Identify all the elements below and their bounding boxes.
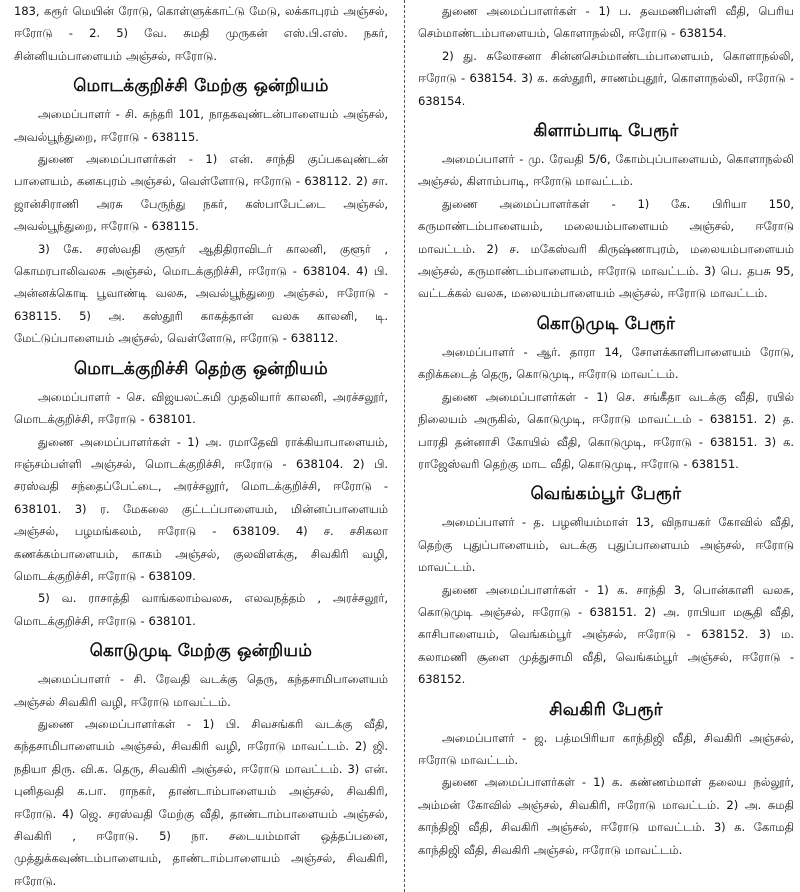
- deputy-organizers-paragraph: துணை அமைப்பாளர்கள் - 1) கே. பிரியா 150, கருமாண்டம்பாளையம், மலையம்பாளையம் அஞ்சல், ஈரோடு மாவட்டம். 2) ச. மகேஸ்வரி கிருஷ்ணாபுரம், மலையம்பாளையம் அஞ்சல், கருமாண்டம்பாளையம், ஈரோடு மாவட்டம். 3) பெ. தபசு 95, வட்டக்கல் வலசு, மலையம்பாளையம் அஞ்சல், ஈரோடு மாவட்டம்.: [418, 196, 794, 301]
- section-heading-modakkurichi-west: மொடக்குறிச்சி மேற்கு ஒன்றியம்: [73, 76, 329, 97]
- deputy-organizers-paragraph: 3) கே. சரஸ்வதி குளூர் ஆதிதிராவிடர் காலனி, குளூர் , கொமரபாலிவலசு அஞ்சல், மொடக்குறிச்சி, ஈரோடு - 638104. 4) பி. அன்னக்கொடி பூவாண்டி வலசு, அவல்பூந்துறை அஞ்சல், ஈரோடு - 638115. 5) அ. கஸ்தூரி காகத்தான் வலசு காலனி, டி. மேட்டுப்பாளையம் அஞ்சல், வெள்ளோடு, ஈரோடு - 638112.: [14, 241, 388, 346]
- deputy-organizers-paragraph: துணை அமைப்பாளர்கள் - 1) பி. சிவசங்கரி வடக்கு வீதி, கந்தசாமிபாளையம் அஞ்சல், சிவகிரி வழி, ஈரோடு மாவட்டம். 2) ஜி. நதியா திரு. வி.க. தெரு, சிவகிரி அஞ்சல், ஈரோடு மாவட்டம். 3) என். புனிதவதி க.பா. ராநகர், தாண்டாம்பாளையம் அஞ்சல், சிவகிரி, ஈரோடு. 4) ஜெ. சரஸ்வதி மேற்கு வீதி, தாண்டாம்பாளையம் அஞ்சல், சிவகிரி , ஈரோடு. 5) நா. சடையம்மாள் ஒத்தப்பனை, முத்துக்கவுண்டம்பாளையம், தாண்டாம்பாளையம் அஞ்சல், சிவகிரி, ஈரோடு.: [14, 716, 388, 888]
- deputy-organizers-paragraph: துணை அமைப்பாளர்கள் - 1) செ. சங்கீதா வடக்கு வீதி, ரயில் நிலையம் அருகில், கொடுமுடி, ஈரோடு மாவட்டம் - 638151. 2) த. பாரதி தன்னாசி கோயில் வீதி, கொடுமுடி, ஈரோடு - 638151. 3) க. ராஜேஸ்வரி தெற்கு மாட வீதி, கொடுமுடி, ஈரோடு - 638151.: [418, 389, 794, 471]
- column-divider: [404, 0, 405, 892]
- organizer-paragraph: அமைப்பாளர் - ஆர். தாரா 14, சோளக்காளிபாளையம் ரோடு, கறிக்கடைத் தெரு, கொடுமுடி, ஈரோடு மாவட்டம்.: [418, 344, 794, 382]
- deputy-organizers-paragraph: துணை அமைப்பாளர்கள் - 1) க. சாந்தி 3, பொன்காளி வலசு, கொடுமுடி அஞ்சல், ஈரோடு - 638151. 2) அ. ராபியா மசூதி வீதி, காசிபாளையம், வெங்கம்பூர் அஞ்சல், ஈரோடு - 638152. 3) ம. கலாமணி சூளை முத்துசாமி வீதி, வெங்கம்பூர் அஞ்சல், ஈரோடு - 638152.: [418, 582, 794, 687]
- section-heading-modakkurichi-south: மொடக்குறிச்சி தெற்கு ஒன்றியம்: [74, 358, 328, 379]
- left-intro-paragraph: 183, கரூர் மெயின் ரோடு, கொள்ளுக்காட்டு மேடு, லக்காபுரம் அஞ்சல், ஈரோடு - 2. 5) வே. சுமதி முருகன் எஸ்.பி.எஸ். நகர், சின்னியம்பாளையம் அஞ்சல், ஈரோடு.: [14, 4, 388, 63]
- organizer-paragraph: அமைப்பாளர் - சி. சுந்தரி 101, நாதகவுண்டன்பாளையம் அஞ்சல், அவல்பூந்துறை, ஈரோடு - 638115.: [14, 107, 388, 144]
- deputy-organizers-paragraph: துணை அமைப்பாளர்கள் - 1) என். சாந்தி குப்பகவுண்டன் பாளையம், கனகபுரம் அஞ்சல், வெள்ளோடு, ஈரோடு - 638112. 2) சா. ஜான்சிராணி அரசு பேருந்து நகர், கஸ்பாபேட்டை அஞ்சல், அவல்பூந்துறை, ஈரோடு - 638115.: [14, 152, 388, 234]
- organizer-paragraph: அமைப்பாளர் - செ. விஜயலட்சுமி முதலியார் காலனி, அரச்சலூர், மொடக்குறிச்சி, ஈரோடு - 638101.: [14, 389, 388, 427]
- organizer-paragraph: அமைப்பாளர் - மு. ரேவதி 5/6, கோம்புப்பாளையம், கொளாநல்லி அஞ்சல், கிளாம்பாடி, ஈரோடு மாவட்டம்.: [418, 152, 794, 189]
- deputy-organizers-paragraph: துணை அமைப்பாளர்கள் - 1) அ. ரமாதேவி ராக்கியாபாளையம், ஈஞ்சம்பள்ளி அஞ்சல், மொடக்குறிச்சி, ஈரோடு - 638104. 2) பி. சரஸ்வதி சந்தைப்பேட்டை, அரச்சலூர், மொடக்குறிச்சி, ஈரோடு - 638101. 3) ர. மேகலை குட்டப்பாளையம், மின்னப்பாளையம் அஞ்சல், பழமங்கலம், ஈரோடு - 638109. 4) ச. சசிகலா கணக்கம்பாளையம், காகம் அஞ்சல், குலவிளக்கு, சிவகிரி வழி, மொடக்குறிச்சி, ஈரோடு - 638109.: [14, 434, 388, 583]
- section-heading-kilambadi: கிளாம்பாடி பேரூர்: [533, 121, 679, 142]
- section-heading-vengambur: வெங்கம்பூர் பேரூர்: [530, 484, 682, 505]
- organizer-paragraph: அமைப்பாளர் - ஜ. பத்மபிரியா காந்திஜி வீதி, சிவகிரி அஞ்சல், ஈரோடு மாவட்டம்.: [418, 730, 794, 767]
- right-column: [414, 0, 800, 892]
- organizer-paragraph: அமைப்பாளர் - சி. ரேவதி வடக்கு தெரு, கந்தசாமிபாளையம் அஞ்சல் சிவகிரி வழி, ஈரோடு மாவட்டம்.: [14, 672, 388, 709]
- left-column: [4, 0, 390, 892]
- right-intro-paragraph: துணை அமைப்பாளர்கள் - 1) ப. தவமணிபள்ளி வீதி, பெரிய செம்மாண்டம்பாளையம், கொளாநல்லி, ஈரோடு - 638154.: [418, 4, 794, 41]
- section-heading-kodumudi-west: கொடுமுடி மேற்கு ஒன்றியம்: [89, 641, 313, 662]
- section-heading-sivagiri: சிவகிரி பேரூர்: [549, 699, 663, 720]
- deputy-organizers-paragraph: துணை அமைப்பாளர்கள் - 1) க. கண்ணம்மாள் தலைய நல்லூர், அம்மன் கோவில் அஞ்சல், சிவகிரி, ஈரோடு மாவட்டம். 2) அ. சுமதி காந்திஜி வீதி, சிவகிரி அஞ்சல், ஈரோடு மாவட்டம். 3) க. கோமதி காந்திஜி வீதி, சிவகிரி அஞ்சல், ஈரோடு மாவட்டம்.: [418, 775, 794, 857]
- deputy-organizers-paragraph: 5) வ. ராசாத்தி வாங்கலாம்வலசு, எலவநத்தம் , அரச்சலூர், மொடக்குறிச்சி, ஈரோடு - 638101.: [14, 591, 388, 628]
- right-intro-paragraph: 2) து. சுலோசனா சின்னசெம்மாண்டம்பாளையம், கொளாநல்லி, ஈரோடு - 638154. 3) க. கஸ்தூரி, சாணம்புதூர், கொளாநல்லி, ஈரோடு - 638154.: [418, 48, 794, 108]
- organizer-paragraph: அமைப்பாளர் - த. பழனியம்மாள் 13, விநாயகர் கோவில் வீதி, தெற்கு புதுப்பாளையம், வடக்கு புதுப்பாளையம் அஞ்சல், ஈரோடு மாவட்டம்.: [418, 515, 794, 575]
- section-heading-kodumudi: கொடுமுடி பேரூர்: [536, 313, 676, 334]
